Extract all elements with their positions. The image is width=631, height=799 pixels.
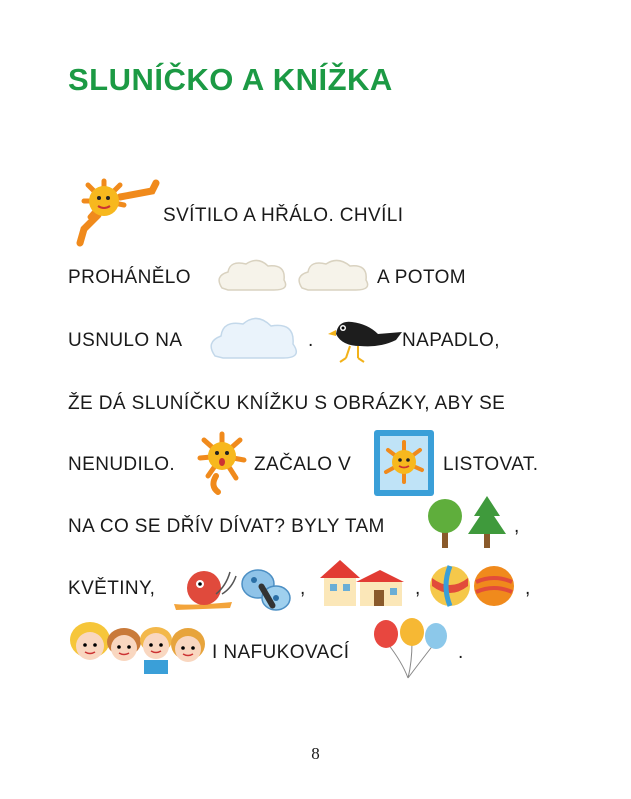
story-line-1 <box>68 175 628 235</box>
story-text: , <box>514 516 520 537</box>
cloud-icon <box>205 312 305 366</box>
story-text: NA CO SE DŘÍV DÍVAT? BYLY TAM <box>68 516 385 537</box>
story-text: , <box>300 578 306 599</box>
story-line-2 <box>68 248 628 308</box>
children-icon <box>68 618 208 676</box>
balloons-icon <box>368 618 458 682</box>
sun-icon <box>196 428 248 496</box>
story-text: USNULO NA <box>68 330 183 351</box>
story-line-7 <box>68 556 628 616</box>
story-text: KVĚTINY, <box>68 578 156 599</box>
story-line-3 <box>68 310 628 370</box>
page-title: SLUNÍČKO A KNÍŽKA <box>68 62 393 97</box>
cloud-icon <box>214 256 290 296</box>
cloud-icon <box>294 256 372 296</box>
story-line-4 <box>68 372 628 432</box>
story-line-5 <box>68 428 628 488</box>
houses-icon <box>316 556 410 610</box>
sun-icon <box>70 175 162 247</box>
story-text: . <box>308 330 314 351</box>
page-number: 8 <box>311 744 320 763</box>
story-text: NENUDILO. <box>68 454 176 475</box>
story-text: SVÍTILO A HŘÁLO. CHVÍLI <box>163 205 404 226</box>
story-text: A POTOM <box>377 267 467 288</box>
story-text: I NAFUKOVACÍ <box>212 642 350 663</box>
story-text: NAPADLO, <box>402 330 500 351</box>
story-text: ZAČALO V <box>254 454 352 475</box>
story-line-6 <box>68 494 628 554</box>
story-text: LISTOVAT. <box>443 454 539 475</box>
story-text: , <box>415 578 421 599</box>
trees-icon <box>426 494 512 552</box>
blackbird-icon <box>326 310 404 366</box>
balls-icon <box>428 562 518 610</box>
butterfly-icon <box>236 564 300 614</box>
story-text: . <box>458 642 464 663</box>
snail-icon <box>172 564 238 612</box>
story-text: ŽE DÁ SLUNÍČKU KNÍŽKU S OBRÁZKY, ABY SE <box>68 393 506 414</box>
story-text: PROHÁNĚLO <box>68 267 191 288</box>
picture-book-icon <box>370 428 438 500</box>
story-text: , <box>525 578 531 599</box>
story-line-8 <box>68 618 628 678</box>
